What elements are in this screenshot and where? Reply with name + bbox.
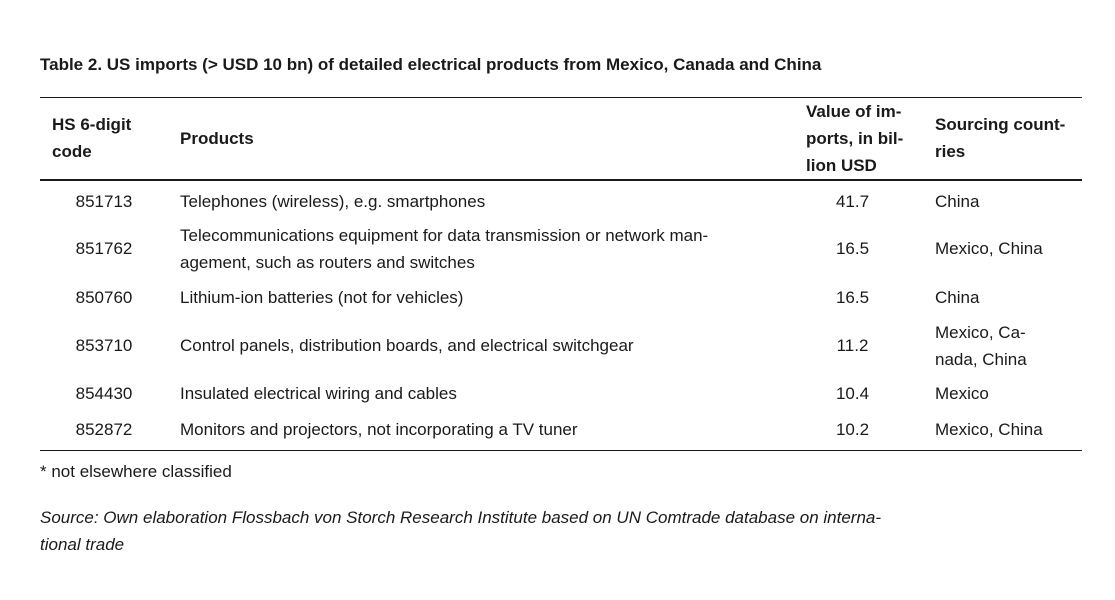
product-line: Insulated electrical wiring and cables <box>180 384 457 403</box>
table-row-value: 16.5 <box>835 288 870 307</box>
product-line: Control panels, distribution boards, and electrical switchgear <box>180 336 634 355</box>
table-row-product <box>180 380 780 407</box>
sourcing-line: China <box>935 192 980 211</box>
table-row-code: 851762 <box>75 239 133 258</box>
table-row-product <box>180 222 780 276</box>
table-row-code: 851713 <box>75 192 133 211</box>
table-row-value: 10.4 <box>835 384 870 403</box>
table-row-product <box>180 416 780 443</box>
header-code-line: code <box>52 142 92 161</box>
table-row-sourcing <box>935 319 1075 373</box>
table-row-code: 850760 <box>75 288 133 307</box>
table-title: Table 2. US imports (> USD 10 bn) of detailed electrical products from Mexico, Canada and China <box>40 55 822 74</box>
table-header-rule <box>40 179 1082 181</box>
header-code-line: HS 6-digit <box>52 115 132 134</box>
header-value-line: lion USD <box>806 156 877 175</box>
header-value-line: ports, in bil- <box>806 129 904 148</box>
table-row-sourcing <box>935 380 1075 407</box>
sourcing-line: China <box>935 288 980 307</box>
table-row-product <box>180 188 780 215</box>
sourcing-line: nada, China <box>935 350 1027 369</box>
table-row-code: 854430 <box>75 384 133 403</box>
table-row-value: 11.2 <box>836 336 869 355</box>
product-line: Monitors and projectors, not incorporating a TV tuner <box>180 420 578 439</box>
header-value <box>806 98 916 179</box>
header-value-line: Value of im- <box>806 102 902 121</box>
table-row-value: 41.7 <box>835 192 870 211</box>
header-code <box>52 111 162 165</box>
sourcing-line: Mexico <box>935 384 989 403</box>
source-line: tional trade <box>40 535 125 554</box>
sourcing-line: Mexico, China <box>935 239 1043 258</box>
table-row-sourcing <box>935 235 1075 262</box>
product-line: Telecommunications equipment for data transmission or network man- <box>180 226 709 245</box>
product-line: agement, such as routers and switches <box>180 253 475 272</box>
table-row-code: 852872 <box>75 420 133 439</box>
table-row-product <box>180 332 780 359</box>
table-row-sourcing <box>935 284 1075 311</box>
table-row-value: 16.5 <box>835 239 870 258</box>
product-line: Lithium-ion batteries (not for vehicles) <box>180 288 464 307</box>
table-row-product <box>180 284 780 311</box>
header-sourcing-line: ries <box>935 142 966 161</box>
table-top-rule <box>40 97 1082 98</box>
source-note <box>40 504 881 558</box>
header-sourcing-line: Sourcing count- <box>935 115 1066 134</box>
table-bottom-rule <box>40 450 1082 451</box>
sourcing-line: Mexico, Ca- <box>935 323 1026 342</box>
table-row-code: 853710 <box>75 336 133 355</box>
product-line: Telephones (wireless), e.g. smartphones <box>180 192 486 211</box>
table-row-sourcing <box>935 188 1075 215</box>
table-footnote: * not elsewhere classified <box>40 462 232 481</box>
table-row-value: 10.2 <box>835 420 870 439</box>
source-line: Source: Own elaboration Flossbach von Storch Research Institute based on UN Comtrade database on interna- <box>40 508 882 527</box>
table-row-sourcing <box>935 416 1075 443</box>
header-products: Products <box>180 129 254 148</box>
sourcing-line: Mexico, China <box>935 420 1043 439</box>
header-sourcing <box>935 111 1075 165</box>
